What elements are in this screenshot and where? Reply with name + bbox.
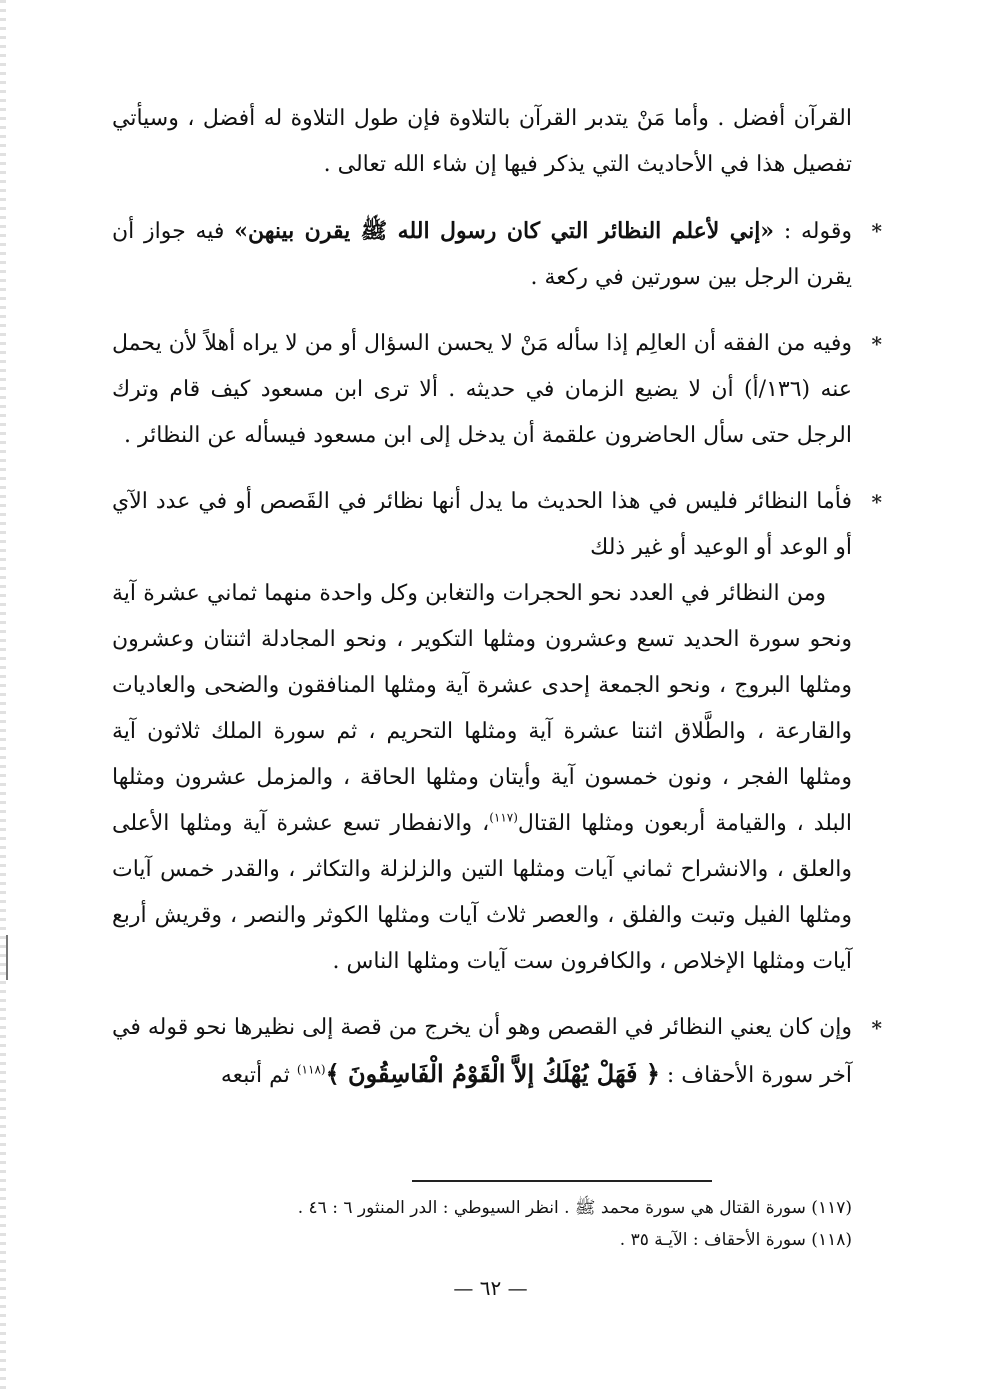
footnote-divider [412, 1180, 712, 1182]
asterisk-icon: * [871, 219, 882, 243]
paragraph-3: فأما النظائر فليس في هذا الحديث ما يدل أنها نظائر في القَصص أو في عدد الآي أو الوعد أو الوعيد أو غير ذلك [112, 489, 852, 560]
footnote-ref-117: (١١٧) [489, 810, 518, 825]
paragraph-1-rest: فيه جواز أن يقرن الرجل بين سورتين في ركعة . [112, 219, 852, 290]
asterisk-icon: * [871, 490, 882, 514]
bullet-paragraph-1 [112, 208, 882, 301]
footnote-117: (١١٧) سورة القتال هي سورة محمد ﷺ . انظر السيوطي : الدر المنثور ٦ : ٤٦ . [297, 1198, 852, 1218]
bullet-paragraph-5 [112, 1005, 882, 1099]
bullet-paragraph-2 [112, 321, 882, 459]
page-body [112, 96, 882, 1099]
quran-verse: ﴿ فَهَلْ يُهْلَكُ إلاَّ الْقَوْمُ الْفَاسِقُونَ ﴾ [325, 1059, 660, 1088]
paragraph-1-lead: وقوله : [774, 219, 853, 244]
paragraph-4-text-b: ، والانفطار تسع عشرة آية ومثلها الأعلى والعلق ، والانشراح ثماني آيات ومثلها التين والزلزلة والتكاثر ، والقدر خمس آيات ومثلها الفيل وتبت والفلق ، والعصر ثلاث آيات ومثلها الكوثر والنصر ، وقريش أربع آيات ومثلها الإخلاص ، والكافرون ست آيات ومثلها الناس . [112, 811, 852, 974]
paragraph-2: وفيه من الفقه أن العالِم إذا سأله مَنْ لا يحسن السؤال أو من لا يراه أهلاً لأن يحمل عنه (١٣٦/أ) أن لا يضيع الزمان في حديثه . ألا ترى ابن مسعود كيف قام وترك الرجل حتى سأل الحاضرون علقمة أن يدخل إلى ابن مسعود فيسأله عن النظائر . [112, 331, 853, 448]
bullet-paragraph-3 [112, 479, 882, 571]
footnote-118: (١١٨) سورة الأحقاف : الآيـة ٣٥ . [619, 1230, 852, 1250]
footnote-ref-118: (١١٨) [296, 1062, 326, 1077]
gutter-mark [6, 935, 8, 980]
paragraph-5-text-a: وإن كان يعني النظائر في القصص وهو أن يخرج من قصة إلى نظيرها نحو قوله في آخر سورة الأحقاف : [112, 1015, 852, 1088]
asterisk-icon: * [871, 1016, 882, 1040]
scan-edge-marks [0, 0, 6, 1391]
asterisk-icon: * [871, 332, 882, 356]
footnotes [112, 1180, 852, 1256]
intro-paragraph: القرآن أفضل . وأما مَنْ يتدبر القرآن بالتلاوة فإن طول التلاوة له أفضل ، وسيأتي تفصيل هذا في الأحاديث التي يذكر فيها إن شاء الله تعالى . [112, 106, 852, 177]
paragraph-4 [112, 571, 852, 985]
paragraph-5-text-b: ثم أتبعه [220, 1063, 297, 1088]
paragraph-5 [112, 1005, 852, 1099]
paragraph-4-text-a: ومن النظائر في العدد نحو الحجرات والتغابن وكل واحدة منهما ثماني عشرة آية ونحو سورة الحديد تسع وعشرون ومثلها التكوير ، ونحو المجادلة اثنتان وعشرون ومثلها البروج ، ونحو الجمعة إحدى عشرة آية ومثلها المنافقون والضحى والعاديات والقارعة ، والطَّلاق اثنتا عشرة آية ومثلها التحريم ، ثم سورة الملك ثلاثون آية ومثلها الفجر ، ونون خمسون آية وأيتان ومثلها الحاقة ، والمزمل عشرون ومثلها البلد ، والقيامة أربعون ومثلها القتال [112, 581, 852, 836]
paragraph-1 [112, 208, 852, 301]
page-number: — ٦٢ — [453, 1276, 528, 1300]
hadith-quote: «إني لأعلم النظائر التي كان رسول الله ﷺ يقرن بينهن» [234, 218, 775, 244]
